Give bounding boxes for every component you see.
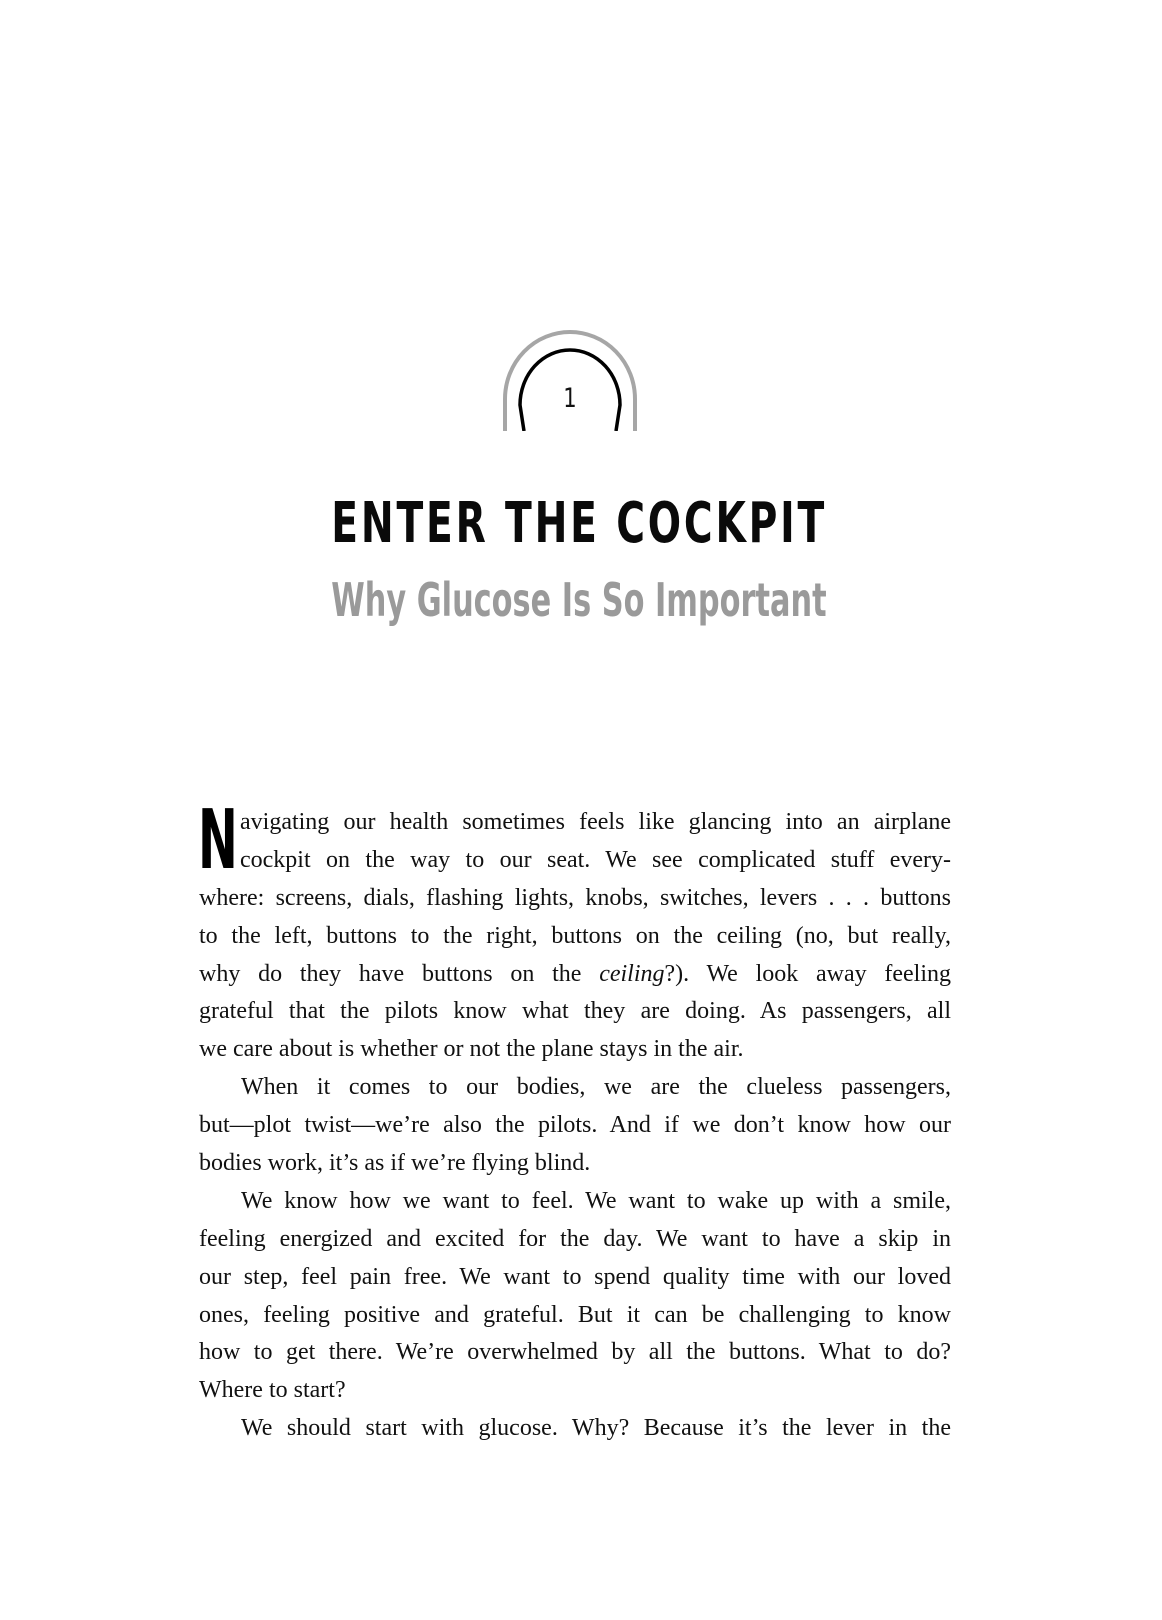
text-line: cockpit on the way to our seat. We see complicated stuff every-	[240, 846, 951, 873]
text-line: bodies work, it’s as if we’re flying blind.	[199, 1150, 591, 1177]
text-line: our step, feel pain free. We want to spend quality time with our loved	[199, 1263, 951, 1290]
text-line: feeling energized and excited for the day. We want to have a skip in	[199, 1225, 951, 1252]
chapter-subtitle: Why Glucose Is So Important	[331, 573, 827, 627]
emphasis-text: ceiling	[599, 960, 665, 987]
text-line: to the left, buttons to the right, buttons on the ceiling (no, but really,	[199, 922, 951, 949]
text-line: When it comes to our bodies, we are the clueless passengers,	[241, 1074, 951, 1101]
text-segment: why do they have buttons on the	[199, 960, 600, 987]
text-line: we care about is whether or not the plane stays in the air.	[199, 1036, 744, 1063]
text-line: where: screens, dials, flashing lights, knobs, switches, levers . . . buttons	[199, 884, 951, 911]
text-line: grateful that the pilots know what they are doing. As passengers, all	[199, 998, 951, 1025]
text-line: how to get there. We’re overwhelmed by all the buttons. What to do?	[199, 1339, 951, 1366]
text-line: avigating our health sometimes feels like glancing into an airplane	[240, 809, 951, 835]
chapter-arc-icon	[497, 327, 643, 431]
text-line: We should start with glucose. Why? Because it’s the lever in the	[241, 1415, 951, 1442]
text-line: We know how we want to feel. We want to wake up with a smile,	[241, 1187, 951, 1214]
chapter-number: 1	[563, 383, 577, 414]
text-line	[199, 956, 951, 994]
drop-cap: N	[198, 793, 238, 888]
text-line: Where to start?	[199, 1377, 346, 1404]
text-line: but—plot twist—we’re also the pilots. And if we don’t know how our	[199, 1112, 951, 1139]
chapter-number-badge	[497, 327, 643, 431]
text-segment: ?). We look away feeling	[664, 960, 952, 987]
chapter-title: ENTER THE COCKPIT	[331, 491, 828, 556]
chapter-body	[198, 793, 952, 1448]
text-line: ones, feeling positive and grateful. But it can be challenging to know	[199, 1301, 951, 1328]
